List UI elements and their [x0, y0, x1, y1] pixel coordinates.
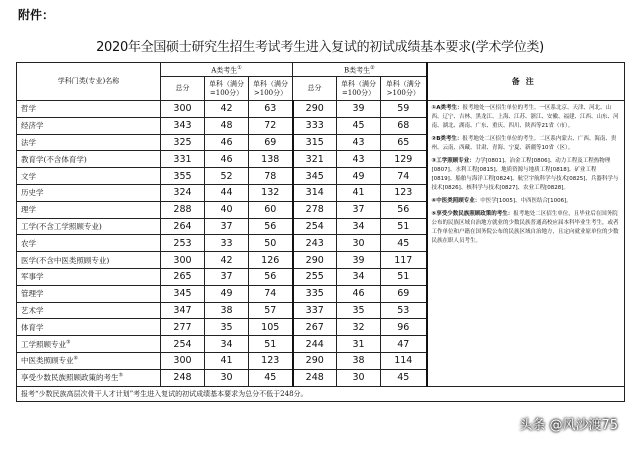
a-single-100-cell: 49 [205, 285, 249, 302]
subject-cell: 历史学 [17, 184, 161, 201]
a-single-gt100-cell: 126 [249, 252, 293, 269]
a-single-gt100-cell: 51 [249, 336, 293, 353]
a-single-gt100-cell: 57 [249, 302, 293, 319]
watermark: 头条 @风沙渡75 [519, 418, 618, 433]
subject-cell: 军事学 [17, 268, 161, 285]
a-single-gt100-cell: 123 [249, 352, 293, 369]
subject-cell: 工学(不含工学照顾专业) [17, 218, 161, 235]
subject-cell: 管理学 [17, 285, 161, 302]
header-a-total: 总分 [161, 77, 205, 101]
b-single-100-cell: 30 [337, 235, 381, 252]
a-single-100-cell: 37 [205, 268, 249, 285]
subject-cell: 哲学 [17, 101, 161, 118]
a-total-cell: 300 [161, 101, 205, 118]
b-total-cell: 290 [293, 252, 337, 269]
b-total-cell: 243 [293, 235, 337, 252]
b-total-cell: 337 [293, 302, 337, 319]
a-single-100-cell: 30 [205, 369, 249, 386]
a-single-gt100-cell: 63 [249, 101, 293, 118]
subject-cell: 理学 [17, 201, 161, 218]
a-single-gt100-cell: 50 [249, 235, 293, 252]
a-total-cell: 265 [161, 268, 205, 285]
note-tcm: ④中医类照顾专业：中医学[1005]、中西医结合[1006]。 [431, 198, 572, 204]
subject-cell: 法学 [17, 134, 161, 151]
b-single-100-cell: 45 [337, 117, 381, 134]
b-single-gt100-cell: 114 [381, 352, 427, 369]
note-minority: ⑤享受少数民族照顾政策的考生：报考地处二区招生单位，且毕业后在国务院公布的民族区域自治地方就业的少数民族普通高校应届本科毕业生考生，或者工作单位和户籍在国务院公布的民族区域自治地方，且定向就业原单位的少数民族在职人员考生。 [431, 211, 619, 244]
a-single-100-cell: 52 [205, 168, 249, 185]
note-b-class: ②B类考生：报考地处二区招生单位的考生。二区系内蒙古、广西、海南、贵州、云南、西藏、甘肃、青海、宁夏、新疆等10省（区）。 [431, 136, 617, 151]
b-single-100-cell: 30 [337, 369, 381, 386]
note-a-class: ①A类考生：报考地处一区招生单位的考生。一区系北京、天津、河北、山西、辽宁、吉林、黑龙江、上海、江苏、浙江、安徽、福建、江西、山东、河南、湖北、湖南、广东、重庆、四川、陕西等21省（市）。 [431, 105, 619, 129]
attachment-label: 附件： [18, 8, 55, 22]
b-single-gt100-cell: 74 [381, 168, 427, 185]
table-row [17, 101, 625, 118]
a-single-100-cell: 44 [205, 184, 249, 201]
subject-cell: 工学照顾专业③ [17, 336, 161, 353]
b-single-100-cell: 32 [337, 319, 381, 336]
footnote: 报考“少数民族高层次骨干人才计划”考生进入复试的初试成绩基本要求为总分不低于248分。 [17, 386, 625, 401]
b-single-100-cell: 37 [337, 201, 381, 218]
b-single-100-cell: 46 [337, 285, 381, 302]
a-total-cell: 277 [161, 319, 205, 336]
a-total-cell: 331 [161, 151, 205, 168]
a-single-gt100-cell: 60 [249, 201, 293, 218]
a-total-cell: 264 [161, 218, 205, 235]
header-b-total: 总分 [293, 77, 337, 101]
b-single-100-cell: 39 [337, 252, 381, 269]
a-total-cell: 253 [161, 235, 205, 252]
b-single-gt100-cell: 117 [381, 252, 427, 269]
b-total-cell: 290 [293, 352, 337, 369]
header-subject: 学科门类(专业)名称 [17, 63, 161, 101]
a-single-100-cell: 41 [205, 352, 249, 369]
b-single-100-cell: 41 [337, 184, 381, 201]
a-single-100-cell: 38 [205, 302, 249, 319]
subject-cell: 体育学 [17, 319, 161, 336]
b-single-100-cell: 31 [337, 336, 381, 353]
header-a-single-100: 单科（满分=100分） [205, 77, 249, 101]
a-single-100-cell: 37 [205, 218, 249, 235]
b-total-cell: 248 [293, 369, 337, 386]
header-group-b: B类考生② [293, 63, 427, 77]
b-single-gt100-cell: 65 [381, 134, 427, 151]
a-single-gt100-cell: 132 [249, 184, 293, 201]
b-total-cell: 314 [293, 184, 337, 201]
b-total-cell: 254 [293, 218, 337, 235]
a-single-gt100-cell: 74 [249, 285, 293, 302]
a-total-cell: 355 [161, 168, 205, 185]
a-single-gt100-cell: 72 [249, 117, 293, 134]
b-single-100-cell: 34 [337, 268, 381, 285]
b-single-gt100-cell: 68 [381, 117, 427, 134]
a-single-gt100-cell: 105 [249, 319, 293, 336]
b-single-100-cell: 49 [337, 168, 381, 185]
a-total-cell: 324 [161, 184, 205, 201]
header-group-a: A类考生① [161, 63, 293, 77]
header-b-single-gt100: 单科（满分>100分） [381, 77, 427, 101]
a-single-100-cell: 40 [205, 201, 249, 218]
b-single-gt100-cell: 96 [381, 319, 427, 336]
note-engineering: ③工学照顾专业：力学[0801]、冶金工程[0806]、动力工程及工程热物理[0807]、水利工程[0815]、地质资源与地质工程[0818]、矿业工程[0819]、船舶与海洋工程[0824]、航空宇航科学与技术[0825]、兵器科学与技术[0826]、核科学与技术[0827]、农业工程[0828]。 [431, 158, 619, 191]
b-single-gt100-cell: 51 [381, 268, 427, 285]
b-single-gt100-cell: 69 [381, 285, 427, 302]
subject-cell: 艺术学 [17, 302, 161, 319]
b-total-cell: 345 [293, 168, 337, 185]
b-total-cell: 255 [293, 268, 337, 285]
b-single-gt100-cell: 129 [381, 151, 427, 168]
a-total-cell: 325 [161, 134, 205, 151]
a-total-cell: 248 [161, 369, 205, 386]
b-total-cell: 333 [293, 117, 337, 134]
subject-cell: 享受少数民族照顾政策的考生⑤ [17, 369, 161, 386]
a-single-100-cell: 34 [205, 336, 249, 353]
subject-cell: 经济学 [17, 117, 161, 134]
a-single-gt100-cell: 56 [249, 268, 293, 285]
a-total-cell: 345 [161, 285, 205, 302]
b-single-gt100-cell: 53 [381, 302, 427, 319]
subject-cell: 教育学(不含体育学) [17, 151, 161, 168]
a-single-gt100-cell: 56 [249, 218, 293, 235]
b-total-cell: 321 [293, 151, 337, 168]
b-single-100-cell: 34 [337, 218, 381, 235]
a-total-cell: 300 [161, 252, 205, 269]
b-single-gt100-cell: 47 [381, 336, 427, 353]
a-single-100-cell: 42 [205, 101, 249, 118]
subject-cell: 中医类照顾专业④ [17, 352, 161, 369]
a-total-cell: 347 [161, 302, 205, 319]
a-total-cell: 300 [161, 352, 205, 369]
subject-cell: 医学(不含中医类照顾专业) [17, 252, 161, 269]
a-single-100-cell: 35 [205, 319, 249, 336]
b-total-cell: 335 [293, 285, 337, 302]
b-single-gt100-cell: 123 [381, 184, 427, 201]
a-single-100-cell: 42 [205, 252, 249, 269]
b-single-gt100-cell: 45 [381, 235, 427, 252]
a-single-100-cell: 48 [205, 117, 249, 134]
a-single-gt100-cell: 69 [249, 134, 293, 151]
b-total-cell: 278 [293, 201, 337, 218]
subject-cell: 文学 [17, 168, 161, 185]
a-single-100-cell: 46 [205, 134, 249, 151]
a-total-cell: 343 [161, 117, 205, 134]
b-single-gt100-cell: 56 [381, 201, 427, 218]
b-single-100-cell: 39 [337, 101, 381, 118]
b-single-gt100-cell: 59 [381, 101, 427, 118]
a-single-100-cell: 46 [205, 151, 249, 168]
a-single-100-cell: 33 [205, 235, 249, 252]
b-total-cell: 244 [293, 336, 337, 353]
a-total-cell: 288 [161, 201, 205, 218]
document-title: 2020年全国硕士研究生招生考试考生进入复试的初试成绩基本要求(学术学位类) [96, 40, 544, 55]
header-b-single-100: 单科（满分=100分） [337, 77, 381, 101]
a-single-gt100-cell: 45 [249, 369, 293, 386]
b-total-cell: 290 [293, 101, 337, 118]
subject-cell: 农学 [17, 235, 161, 252]
a-single-gt100-cell: 138 [249, 151, 293, 168]
b-single-gt100-cell: 51 [381, 218, 427, 235]
b-single-gt100-cell: 45 [381, 369, 427, 386]
score-table [16, 62, 625, 402]
b-total-cell: 315 [293, 134, 337, 151]
header-a-single-gt100: 单科（满分>100分） [249, 77, 293, 101]
notes-cell [427, 101, 625, 387]
b-single-100-cell: 43 [337, 134, 381, 151]
a-total-cell: 254 [161, 336, 205, 353]
b-single-100-cell: 43 [337, 151, 381, 168]
b-single-100-cell: 35 [337, 302, 381, 319]
header-notes: 备注 [427, 63, 625, 101]
b-total-cell: 267 [293, 319, 337, 336]
a-single-gt100-cell: 78 [249, 168, 293, 185]
b-single-100-cell: 38 [337, 352, 381, 369]
